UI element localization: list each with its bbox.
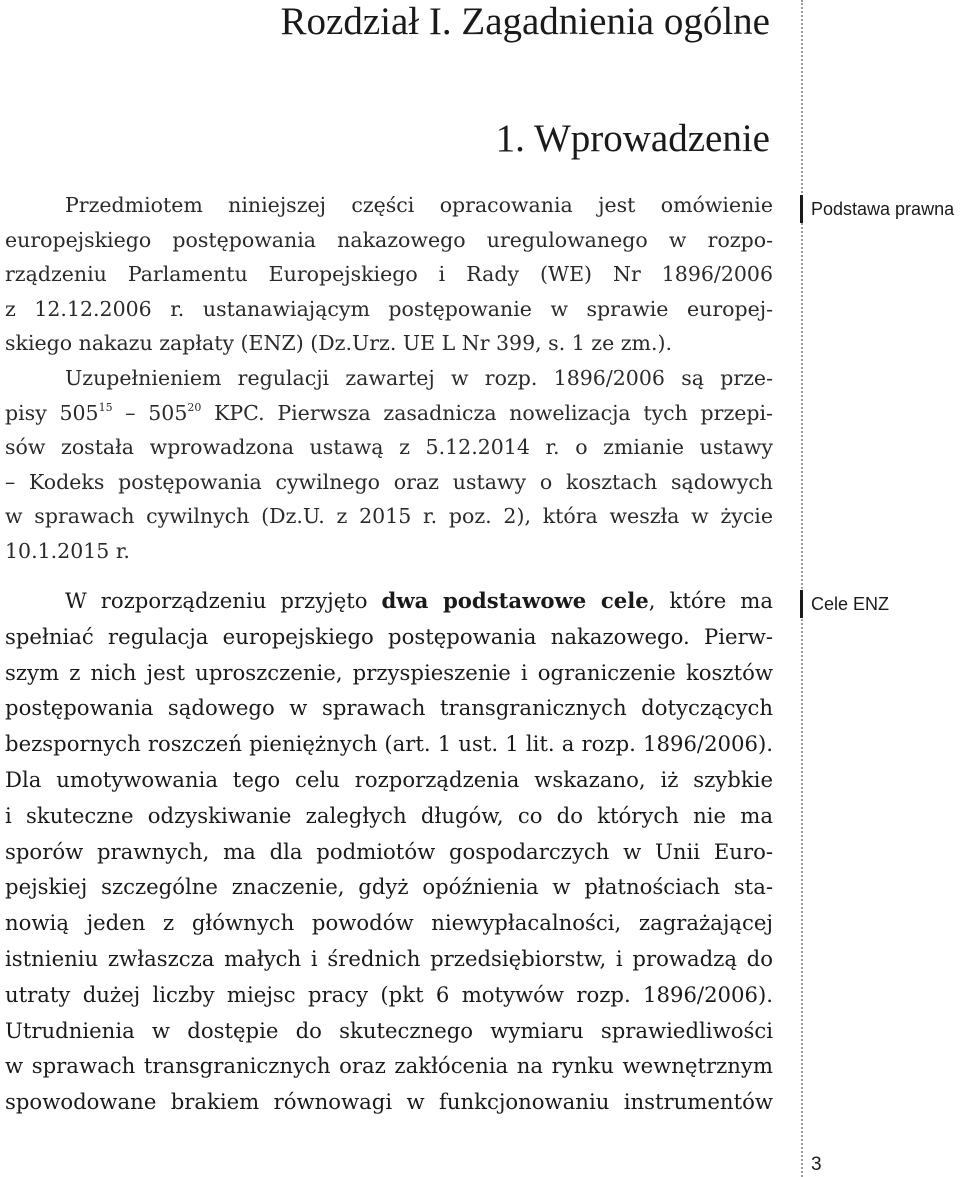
section-title: 1. Wprowadzenie bbox=[495, 117, 770, 160]
margin-divider bbox=[801, 0, 803, 1177]
paragraph-legal-basis bbox=[5, 188, 773, 569]
text-line: z 12.12.2006 r. ustanawiającym postępowanie w sprawie europej- bbox=[5, 296, 773, 321]
text-line: spełniać regulacja europejskiego postępowania nakazowego. Pierw- bbox=[5, 623, 773, 649]
chapter-title: Rozdział I. Zagadnienia ogólne bbox=[280, 0, 770, 43]
text-line: bezspornych roszczeń pieniężnych (art. 1 ust. 1 lit. a rozp. 1896/2006). bbox=[5, 731, 773, 757]
text-line: utraty dużej liczby miejsc pracy (pkt 6 motywów rozp. 1896/2006). bbox=[5, 981, 773, 1007]
kpc-text-middle: – 505 bbox=[112, 400, 188, 425]
kpc-text-after: KPC. Pierwsza zasadnicza nowelizacja tych przepi- bbox=[201, 400, 773, 425]
text-line-kpc bbox=[5, 396, 773, 431]
text-line: w sprawach transgranicznych oraz zakłócenia na rynku wewnętrznym bbox=[5, 1053, 773, 1079]
text-line: Przedmiotem niniejszej części opracowania jest omówienie bbox=[65, 193, 773, 217]
text-line: nowią jeden z głównych powodów niewypłacalności, zagrażającej bbox=[5, 910, 773, 936]
goals-emphasis: dwa podstawowe cele bbox=[381, 588, 649, 613]
margin-note-legal-basis: Podstawa prawna bbox=[800, 195, 954, 223]
kpc-superscript-end: 20 bbox=[187, 400, 202, 414]
text-line: europejskiego postępowania nakazowego uregulowanego w rozpo- bbox=[5, 227, 773, 252]
margin-note-goals: Cele ENZ bbox=[800, 590, 889, 618]
text-line: i skuteczne odzyskiwanie zaległych długów, co do których nie ma bbox=[5, 802, 773, 828]
goals-text-before: W rozporządzeniu przyjęto bbox=[65, 588, 382, 613]
goals-text-after: , które ma bbox=[648, 588, 773, 613]
text-line: pejskiej szczególne znaczenie, gdyż opóźnienia w płatnościach sta- bbox=[5, 874, 773, 900]
kpc-superscript-start: 15 bbox=[98, 400, 113, 414]
kpc-text-before: pisy 505 bbox=[5, 400, 99, 425]
text-line: postępowania sądowego w sprawach transgranicznych dotyczących bbox=[5, 695, 773, 721]
text-line: Uzupełnieniem regulacji zawartej w rozp. 1896/2006 są prze- bbox=[65, 365, 773, 390]
text-line: szym z nich jest uproszczenie, przyspieszenie i ograniczenie kosztów bbox=[5, 659, 773, 685]
text-line: spowodowane brakiem równowagi w funkcjonowaniu instrumentów bbox=[5, 1089, 773, 1115]
text-line: sów została wprowadzona ustawą z 5.12.2014 r. o zmianie ustawy bbox=[5, 435, 773, 460]
text-line: w sprawach cywilnych (Dz.U. z 2015 r. poz. 2), która weszła w życie bbox=[5, 504, 773, 529]
text-line: rządzeniu Parlamentu Europejskiego i Rady (WE) Nr 1896/2006 bbox=[5, 262, 773, 287]
text-line: – Kodeks postępowania cywilnego oraz ustawy o kosztach sądowych bbox=[5, 469, 773, 494]
text-line: Utrudnienia w dostępie do skutecznego wymiaru sprawiedliwości bbox=[5, 1017, 773, 1043]
page-number: 3 bbox=[811, 1154, 822, 1175]
paragraph-goals bbox=[5, 583, 773, 1120]
text-line: Dla umotywowania tego celu rozporządzenia wskazano, iż szybkie bbox=[5, 766, 773, 792]
text-line-goals-intro bbox=[5, 583, 773, 619]
text-line: istnieniu zwłaszcza małych i średnich przedsiębiorstw, i prowadzą do bbox=[5, 945, 773, 971]
text-line: sporów prawnych, ma dla podmiotów gospodarczych w Unii Euro- bbox=[5, 838, 773, 864]
text-line: skiego nakazu zapłaty (ENZ) (Dz.Urz. UE L Nr 399, s. 1 ze zm.). bbox=[5, 331, 673, 356]
text-line: 10.1.2015 r. bbox=[5, 538, 130, 563]
